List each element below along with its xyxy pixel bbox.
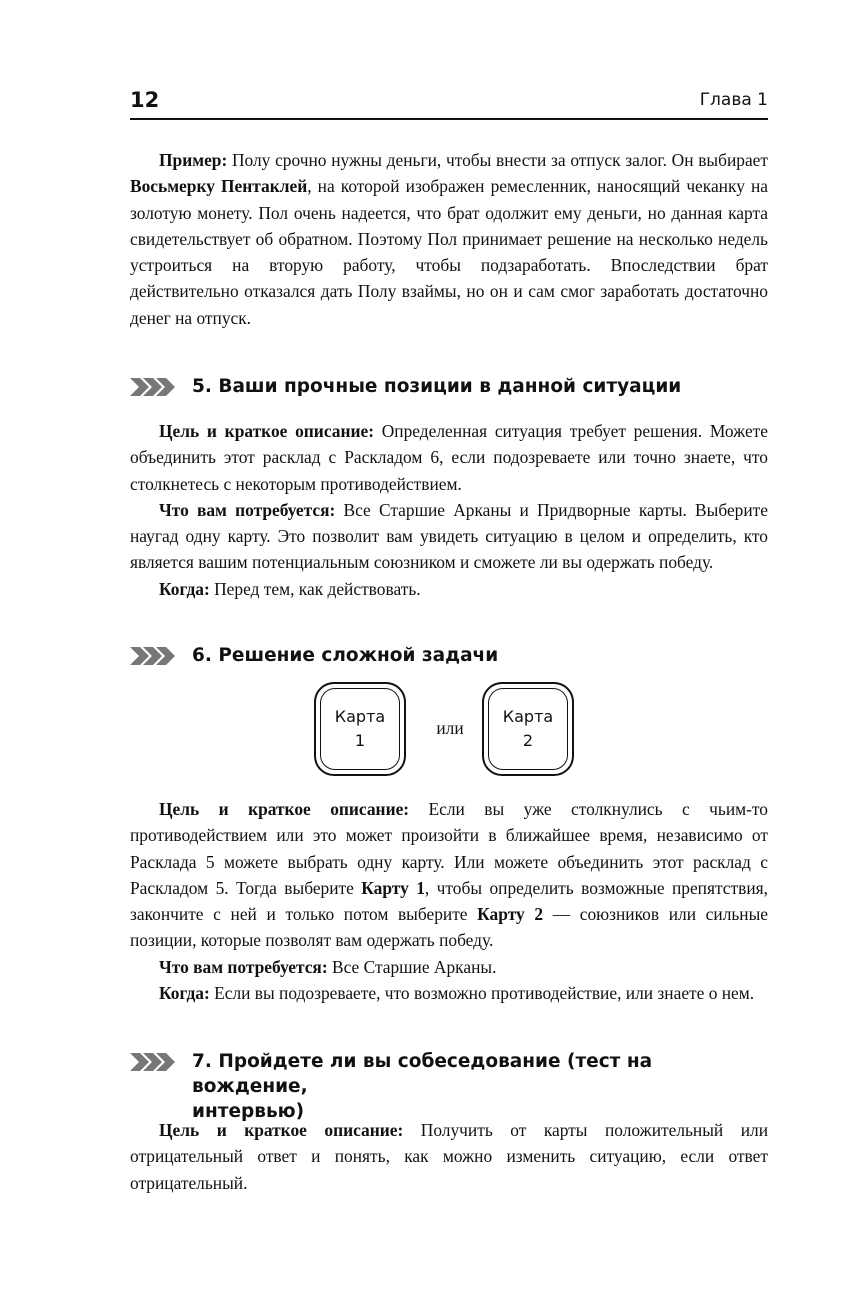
or-label: или [436,718,464,738]
page-number: 12 [130,88,160,112]
chapter-label: Глава 1 [699,90,768,110]
running-header [130,86,768,120]
section-6-need: Что вам потребуется: Все Старшие Арканы. [159,956,497,977]
section-6-body [130,796,768,1006]
section-7-goal: Цель и краткое описание: Получить от карты положительный или отрицательный ответ и понять, как можно изменить ситуацию, если ответ отрицательный. [130,1120,769,1193]
triple-arrow-icon [130,378,180,396]
card-1-label: Карта [334,707,386,726]
card-2-label: Карта [502,707,554,726]
section-7-title: 7. Пройдете ли вы собеседование (тест на вождение, интервью) [192,1051,653,1122]
card-name: Восьмерку Пентаклей [130,176,308,197]
triple-arrow-icon [130,1053,180,1071]
card-1-number: 1 [354,731,366,750]
section-5-title: 5. Ваши прочные позиции в данной ситуации [192,376,682,397]
section-5-body [130,418,768,602]
triple-arrow-icon [130,647,180,665]
section-5-need: Что вам потребуется: Все Старшие Арканы и Придворные карты. Выберите наугад одну карту. Это позволит вам увидеть ситуацию в целом и определить, кто является вашим потенциальным союзником и сможете ли вы одержать победу. [130,499,768,573]
section-5-when: Когда: Перед тем, как действовать. [159,578,421,599]
card-1 [314,682,406,776]
section-5-goal: Цель и краткое описание: Определенная ситуация требует решения. Можете объединить этот расклад с Раскладом 6, если подозреваете или точно знаете, что столкнетесь с некоторым противодействием. [130,421,769,494]
card-2 [482,682,574,776]
example-label: Пример: [159,150,228,170]
section-6-title: 6. Решение сложной задачи [192,645,499,666]
section-6-goal: Цель и краткое описание: Если вы уже столкнулись с чьим-то противодействием или это может произойти в ближайшее время, независимо от Расклада 5 можете выбрать одну карту. Или можете объединить этот расклад с Раскладом 5. Тогда выберите Карту 1, чтобы определить возможные препятствия, закончите с ней и только потом выберите Карту 2 — союзников или сильные позиции, которые позволят вам одержать победу. [130,799,769,951]
example-paragraph: Пример: Полу срочно нужны деньги, чтобы внести за отпуск залог. Он выбирает Восьмерку Пентаклей, на которой изображен ремесленник, наносящий чеканку на золотую монету. Пол очень надеется, что брат одолжит ему деньги, но данная карта свидетельствует об обратном. Поэтому Пол принимает решение на несколько недель устроиться на вторую работу, чтобы подзаработать. Впоследствии брат действительно отказался дать Полу взаймы, но он и сам смог заработать достаточно денег на отпуск. [130,150,768,328]
example-block [130,147,768,331]
spread-diagram [310,680,590,780]
card-2-number: 2 [522,731,534,750]
section-6-when: Когда: Если вы подозреваете, что возможно противодействие, или знаете о нем. [159,983,755,1004]
section-7-body [130,1117,768,1196]
